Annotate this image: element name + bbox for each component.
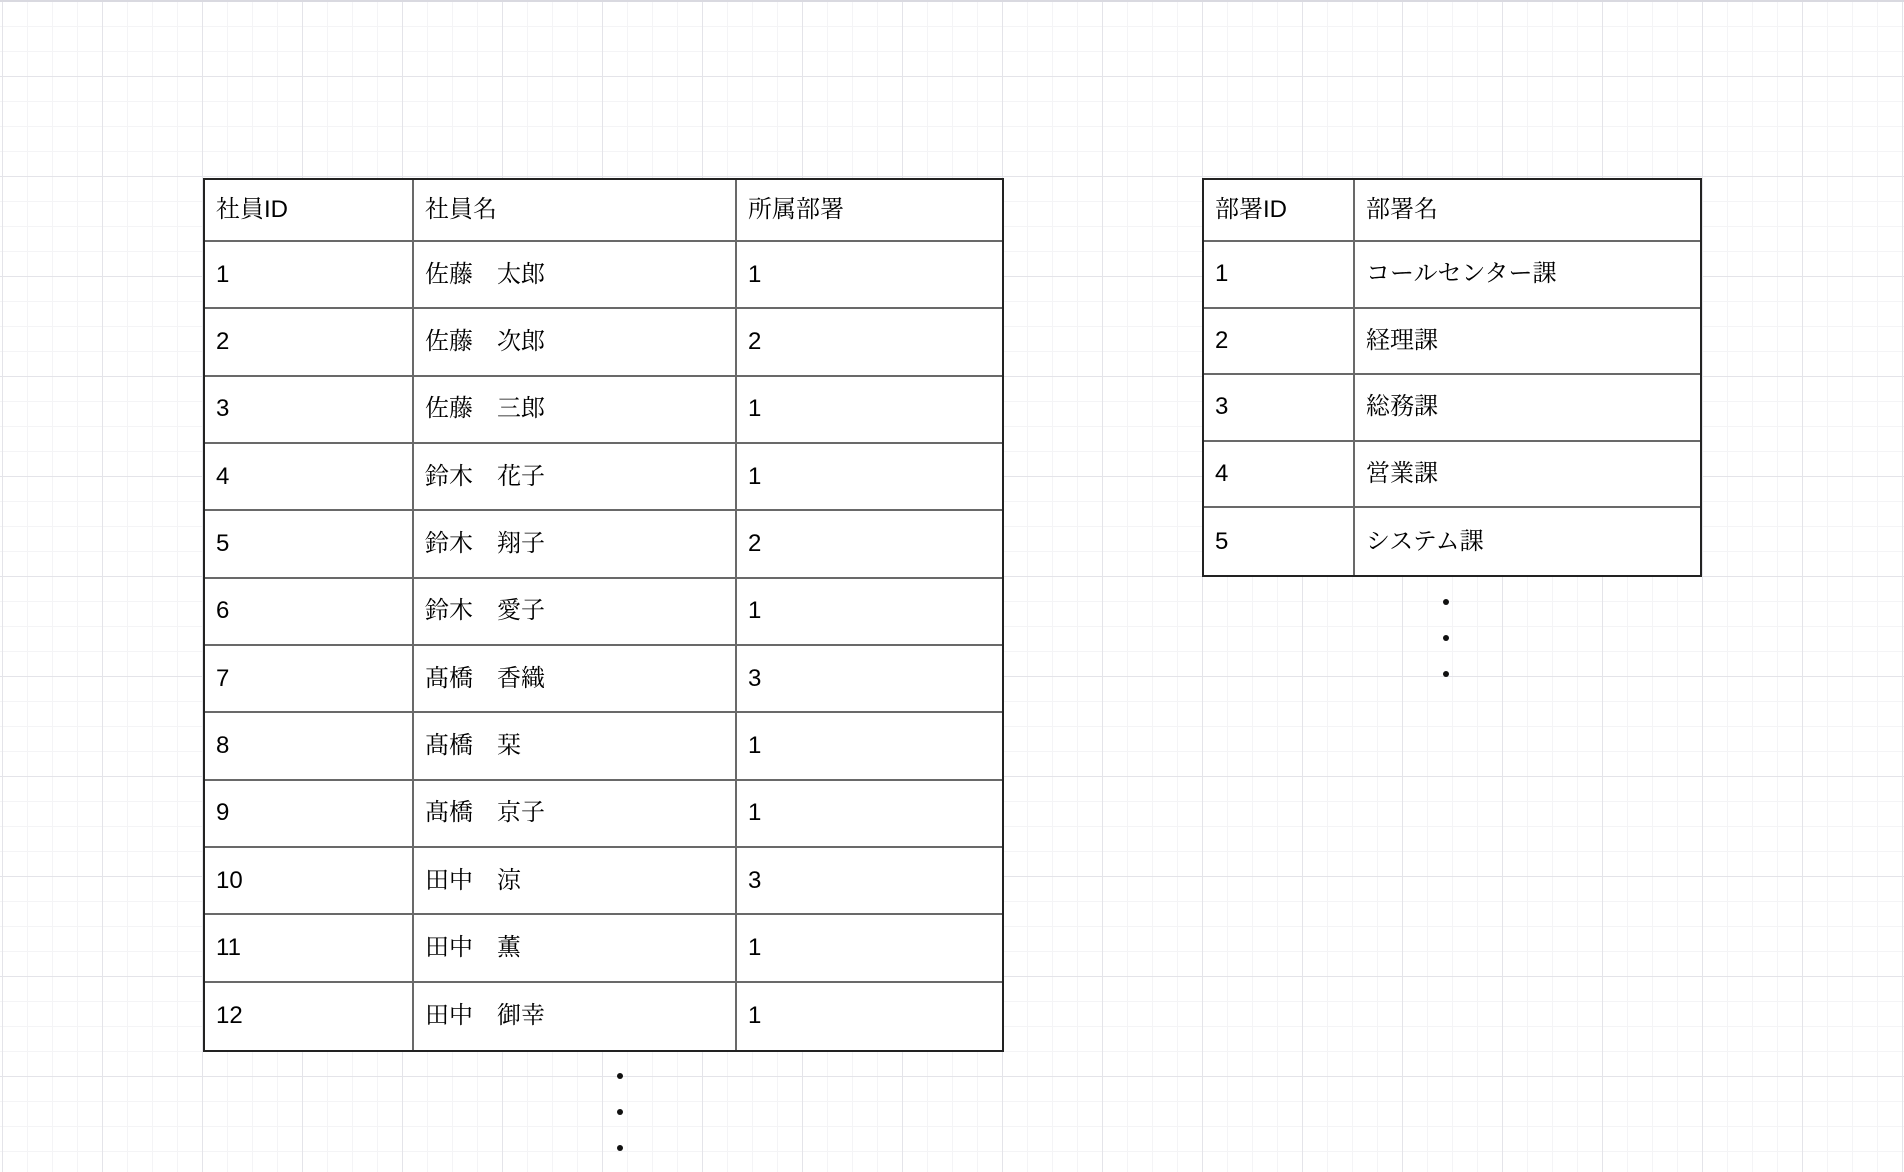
departments-continuation-dot-3 <box>1443 671 1449 677</box>
employees-row12-col1: 田中 御幸 <box>414 983 737 1050</box>
employees-row6-col0: 6 <box>205 579 414 646</box>
employees-row12-col2: 1 <box>748 1002 762 1030</box>
employees-row11-col2: 1 <box>737 915 1002 982</box>
employees-header-1: 社員名 <box>414 180 737 242</box>
departments-row3-col1: 総務課 <box>1355 375 1700 442</box>
employees-continuation-dot-3 <box>617 1145 623 1151</box>
employees-row7-col1: 髙橋 香織 <box>414 646 737 713</box>
departments-row5-col1: システム課 <box>1366 527 1484 555</box>
employees-row11-col0: 11 <box>205 915 414 982</box>
departments-row2-col1: 経理課 <box>1355 309 1700 376</box>
departments-header-1: 部署名 <box>1355 180 1700 242</box>
departments-continuation-dot-2 <box>1443 635 1449 641</box>
employees-row8-col0: 8 <box>205 713 414 780</box>
employees-row2-col2: 2 <box>737 309 1002 376</box>
employees-row12-col0: 12 <box>205 983 414 1050</box>
employees-row8-col2: 1 <box>737 713 1002 780</box>
departments-row1-col0: 1 <box>1204 242 1355 309</box>
employees-row7-col0: 7 <box>205 646 414 713</box>
employees-row3-col2: 1 <box>737 377 1002 444</box>
employees-row2-col0: 2 <box>205 309 414 376</box>
employees-continuation-dot-2 <box>617 1109 623 1115</box>
employees-row9-col0: 9 <box>205 781 414 848</box>
employees-row10-col1: 田中 涼 <box>414 848 737 915</box>
employees-row10-col0: 10 <box>205 848 414 915</box>
employee-table-ellipsis <box>617 1073 623 1151</box>
employees-row9-col2: 1 <box>737 781 1002 848</box>
department-table[interactable] <box>1202 178 1702 577</box>
employees-row5-col2: 2 <box>737 511 1002 578</box>
employees-row4-col2: 1 <box>737 444 1002 511</box>
employees-header-2: 所属部署 <box>737 180 1002 242</box>
department-table-ellipsis <box>1443 599 1449 677</box>
employees-row6-col2: 1 <box>737 579 1002 646</box>
employees-row5-col0: 5 <box>205 511 414 578</box>
employees-row2-col1: 佐藤 次郎 <box>414 309 737 376</box>
employees-row4-col0: 4 <box>205 444 414 511</box>
employees-row5-col1: 鈴木 翔子 <box>414 511 737 578</box>
departments-row1-col1: コールセンター課 <box>1355 242 1700 309</box>
departments-header-0: 部署ID <box>1204 180 1355 242</box>
departments-row2-col0: 2 <box>1204 309 1355 376</box>
employees-row11-col1: 田中 薫 <box>414 915 737 982</box>
departments-row4-col0: 4 <box>1204 442 1355 509</box>
employees-row1-col1: 佐藤 太郎 <box>414 242 737 309</box>
departments-row5-col0: 5 <box>1204 508 1355 575</box>
departments-continuation-dot-1 <box>1443 599 1449 605</box>
employees-row8-col1: 髙橋 栞 <box>414 713 737 780</box>
employees-row10-col2: 3 <box>737 848 1002 915</box>
departments-row4-col1: 営業課 <box>1355 442 1700 509</box>
employees-row1-col0: 1 <box>205 242 414 309</box>
employees-row6-col1: 鈴木 愛子 <box>414 579 737 646</box>
employees-row9-col1: 髙橋 京子 <box>414 781 737 848</box>
employees-header-0: 社員ID <box>205 180 414 242</box>
employees-row1-col2: 1 <box>737 242 1002 309</box>
departments-row3-col0: 3 <box>1204 375 1355 442</box>
employees-row3-col1: 佐藤 三郎 <box>414 377 737 444</box>
employees-continuation-dot-1 <box>617 1073 623 1079</box>
employee-table[interactable] <box>203 178 1004 1052</box>
employees-row7-col2: 3 <box>737 646 1002 713</box>
employees-row4-col1: 鈴木 花子 <box>414 444 737 511</box>
employees-row3-col0: 3 <box>205 377 414 444</box>
canvas-top-edge <box>0 0 1904 2</box>
